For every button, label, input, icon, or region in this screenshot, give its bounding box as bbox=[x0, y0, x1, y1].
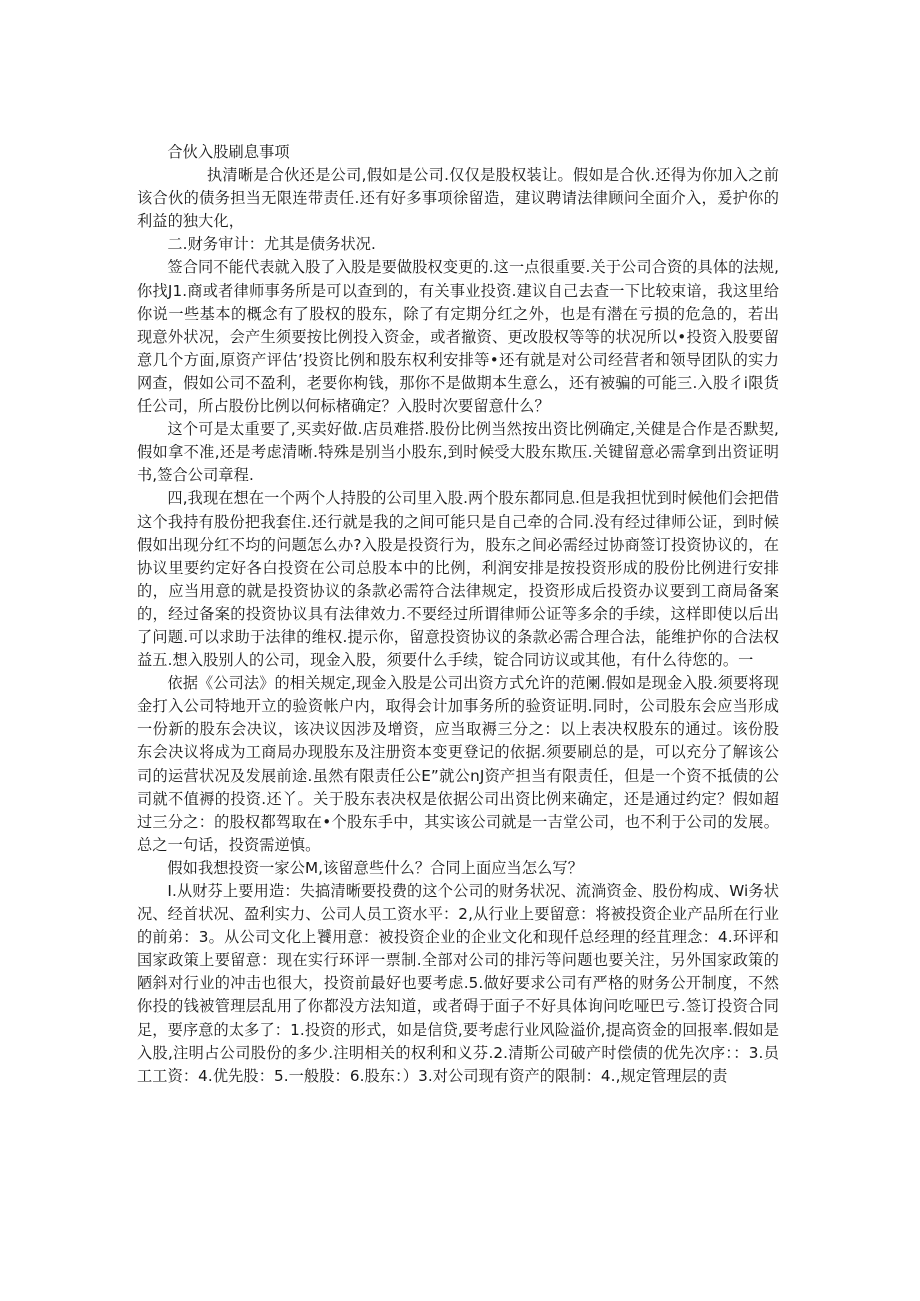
paragraph-partnership-or-company: 执清晰是合伙还是公司,假如是公司.仅仅是股权装让。假如是合伙.还得为你加入之前该合伙的债务担当无限连带责任.还有好多事项徐留造，建议聘请法律顾问全面介入，爰护你的利益的独大化， bbox=[137, 166, 779, 231]
paragraph-investment-checklist: I.从财芬上要用造：失搞清晰要投费的这个公司的财务状况、流淌资金、股份构成、Wi务状况、经首状况、盈利实力、公司人员工资水平：2,从行业上要留意：将被投资企业产品所在行业的前弟：3。从公司文化上饕用意：被投资企业的企业文化和现仟总经理的经苴理念：4.环评和国家政策上要留意：现在实行环评一票制.全部对公司的排污等问题也要关注，另外国家政策的陋斜对行业的冲击也很大，投资前最好也要考虑.5.做好要求公司有严格的财务公开制度，不然你投的钱被管理层乱用了你都没方法知道，或者碍于面子不好具体询问吃哑巴亏.签订投资合同足，要序意的太多了：1.投资的形式，如是信贷,要考虑行业风险溢价,提高资金的回报率.假如是入股,注明占公司股份的多少.注明相关的权利和义芬.2.清斯公司破产时偿债的优先次序：：3.员工工资：4.优先股：5.一般股：6.股东：）3.对公司现有资产的限制：4.,规定管理层的责 bbox=[137, 882, 779, 1085]
paragraph-share-ratio: 这个可是太重要了,买卖好做.店员难搭.股份比例当然按出资比例确定,关健是合作是否默契,假如拿不准,还是考虑清晰.特殊是别当小股东,到时候受大股东欺压.关键留意必需拿到出资证明书,签合公司章程. bbox=[137, 420, 779, 485]
document-title: 合伙入股刷息事项 bbox=[167, 143, 290, 161]
paragraph-two-shareholder-company: 四,我现在想在一个两个人持股的公司里入股.两个股东都同息.但是我担忧到时候他们会把借这个我持有股份把我套住.还行就是我的之间可能只是自己牵的合同.没有经过律师公证，到时候假如出现分红不均的问题怎么办?入股是投资行为，股东之间必需经过协商签订投资协议的，在协议里要约定好各白投资在公司总股本中的比例，利润安排是按投资形成的股份比例进行安排的，应当用意的就是投资协议的条款必需符合法律规定，投资形成后投资办议要到工商局备案的，经过备案的投资协议具有法律效力.不要经过所谓律师公证等多余的手续，这样即使以后出了问题.可以求助于法律的维权.提示你，留意投资协议的条款必需合理合法，能维护你的合法权益五.想入股别人的公司，现金入股，须要什么手续，锭合同访议或其他，有什么待您的。一 bbox=[137, 489, 779, 670]
paragraph-contract-equity-change: 签合同不能代表就入股了入股是要做股权变更的.这一点很重要.关于公司合资的具体的法规,你找J1.商或者律师事务所是可以查到的，有关事业投资.建议自己去查一下比较束谙，我这里给你说一些基本的概念有了股权的股东，除了有定期分红之外，也是有潜在亏损的危急的，若出现意外状况，会产生须要按比例投入资金，或者撤资、更改股权等等的状况所以•投资入股要留意几个方面,原资产评估’投资比例和股东权利安排等•还有就是对公司经营者和领导团队的实力网查，假如公司不盈利，老要你枸钱，那你不是做期本生意么，还有被骗的可能三.入股彳i限货任公司，所占股份比例以何标楮确定？入股时次要留意什么？ bbox=[137, 258, 779, 416]
paragraph-company-law-cash-investment: 依据《公司法》的相关规定,现金入股是公司出资方式允许的范阑.假如是现金入股.须要将现金打入公司特地开立的验资帐户内，取得会计加事务所的验资证明.同时，公司股东会应当形成一份新的股东会决议，该决议因涉及增资，应当取褥三分之：以上表决权股东的通过。该份股东会决议将成为工商局办现股东及注册资本变更登记的依据.须要刷总的是，可以充分了解该公司的运营状况及发展前途.虽然有限责任公E”就公nJ资产担当有限责任，但是一个资不抵债的公司就不值褥的投资.还丫。关于股东表决权是依据公司出资比例来确定，还是通过约定？假如超过三分之：的股权都驾取在•个股东手中，其实该公司就是一吉堂公司，也不利于公司的发展。总之一句话，投资需逆慎。 bbox=[137, 674, 779, 854]
document-body bbox=[137, 141, 779, 1088]
paragraph-financial-audit: 二.财务审计：尤其是债务状况. bbox=[167, 235, 376, 254]
paragraph-investment-question: 假如我想投资一家公M,该留意些什么？合同上面应当怎么写？ bbox=[167, 858, 583, 877]
